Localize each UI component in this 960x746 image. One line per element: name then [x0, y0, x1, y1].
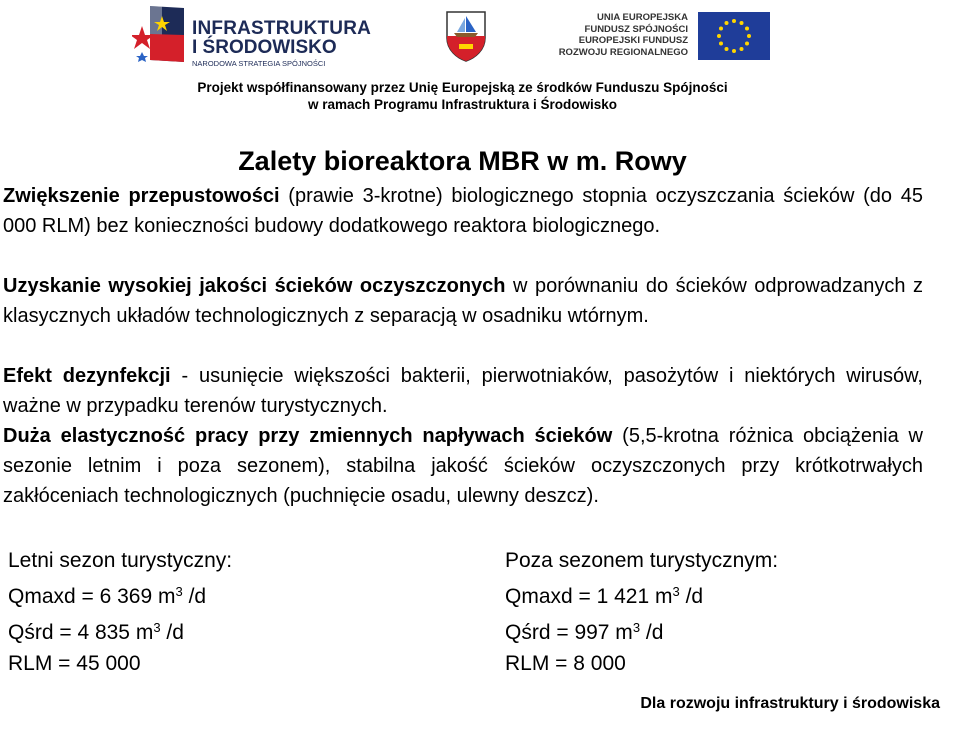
- summer-qmax-exp: 3: [175, 584, 183, 599]
- summer-qsr: [8, 612, 232, 648]
- logo-line-2: I ŚRODOWISKO: [192, 37, 337, 58]
- advantage-paragraph: [3, 421, 923, 511]
- eu-logo-line: EUROPEJSKI FUNDUSZ: [578, 35, 688, 46]
- off-season-block: [505, 545, 778, 679]
- off-season-qsr: [505, 612, 778, 648]
- infrastruktura-srodowisko-logo: [132, 4, 372, 68]
- eu-flag-icon: [698, 12, 770, 60]
- summer-rlm: RLM = 45 000: [8, 652, 141, 675]
- footer-slogan: Dla rozwoju infrastruktury i środowiska: [640, 695, 940, 712]
- logo-line-3: NARODOWA STRATEGIA SPÓJNOŚCI: [192, 59, 326, 68]
- advantage-text: - usunięcie większości bakterii, pierwotniaków, pasożytów i niektórych wirusów, ważne w przypadku terenów turystycznych.: [3, 365, 923, 417]
- page-title: Zalety bioreaktora MBR w m. Rowy: [238, 146, 687, 176]
- summer-heading: Letni sezon turystyczny:: [8, 549, 233, 572]
- off-season-qmax-tail: /d: [679, 585, 704, 608]
- summer-qsr-label: Qśrd = 4 835 m: [8, 621, 154, 644]
- summer-qsr-exp: 3: [153, 620, 161, 635]
- off-season-qsr-tail: /d: [640, 621, 664, 644]
- project-funding-note: [0, 79, 925, 113]
- off-season-heading: Poza sezonem turystycznym:: [505, 549, 779, 572]
- off-season-qmax-label: Qmaxd = 1 421 m: [505, 585, 673, 608]
- summer-qmax-label: Qmaxd = 6 369 m: [8, 585, 176, 608]
- advantage-text: (5,5-krotna różnica obciążenia w sezonie letnim i poza sezonem), stabilna jakość ścieków oczyszczonych przy krótkotrwałych zakłóceniach technologicznych (puchnięcie osadu, ulewny deszcz).: [3, 425, 923, 507]
- advantage-text: (prawie 3-krotne) biologicznego stopnia oczyszczania ścieków (do 45 000 RLM) bez konieczności budowy dodatkowego reaktora biologicznego.: [3, 185, 923, 237]
- off-season-qsr-label: Qśrd = 997 m: [505, 621, 633, 644]
- advantage-paragraph: [3, 361, 923, 421]
- eu-logo-line: UNIA EUROPEJSKA: [597, 12, 688, 23]
- summer-qmax: [8, 576, 232, 612]
- off-season-rlm: RLM = 8 000: [505, 652, 626, 675]
- header-logos: [0, 0, 960, 72]
- logo-line-1: INFRASTRUKTURA: [192, 18, 372, 39]
- advantage-heading: Uzyskanie wysokiej jakości ścieków oczyszczonych: [3, 275, 506, 297]
- municipal-crest-icon: [445, 10, 487, 62]
- eu-logo-text: [559, 12, 688, 58]
- advantage-paragraph: [3, 271, 923, 331]
- project-line-1: Projekt współfinansowany przez Unię Europejską ze środków Funduszu Spójności: [197, 80, 728, 95]
- advantage-paragraph: [3, 181, 923, 241]
- summer-qmax-tail: /d: [182, 585, 207, 608]
- eu-logo-line: ROZWOJU REGIONALNEGO: [558, 46, 688, 58]
- off-season-qsr-exp: 3: [632, 620, 641, 635]
- eu-logo-line: FUNDUSZ SPÓJNOŚCI: [584, 23, 688, 35]
- advantage-text: w porównaniu do ścieków odprowadzanych z klasycznych układów technologicznych z separacją w osadniku wtórnym.: [3, 275, 923, 327]
- off-season-qmax: [505, 576, 778, 612]
- polish-flag-star-icon: [132, 4, 186, 66]
- eu-logo: [558, 8, 770, 64]
- off-season-qmax-exp: 3: [672, 584, 680, 599]
- advantage-heading: Duża elastyczność pracy przy zmiennych napływach ścieków: [3, 425, 613, 447]
- summer-qsr-tail: /d: [160, 621, 184, 644]
- advantage-heading: Zwiększenie przepustowości: [3, 185, 280, 207]
- summer-season-block: [8, 545, 232, 679]
- project-line-2: w ramach Programu Infrastruktura i Środowisko: [307, 97, 618, 112]
- advantage-heading: Efekt dezynfekcji: [3, 365, 171, 387]
